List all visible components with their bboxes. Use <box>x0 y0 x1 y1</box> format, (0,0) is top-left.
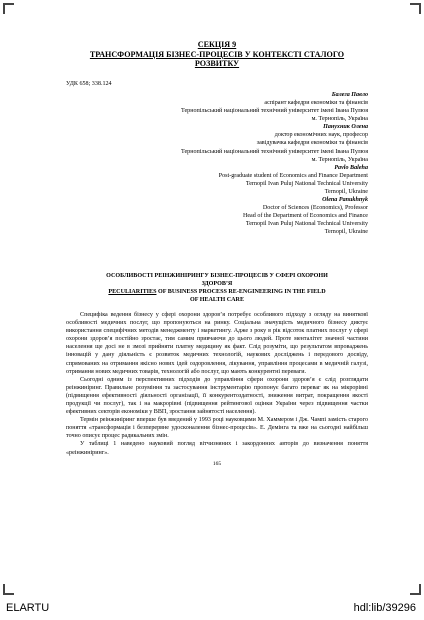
author-line: Doctor of Sciences (Economics), Professor <box>262 205 368 212</box>
author-name: Olena Panukhnyk <box>322 197 368 204</box>
paper-title-en-rest: OF BUSINESS PROCESS RE-ENGINEERING IN THE FIELD <box>156 288 326 295</box>
author-line: доктор економічних наук, професор <box>274 132 368 139</box>
viewer-footer <box>0 599 424 620</box>
corner-mark-top-left <box>3 3 14 14</box>
paragraph: Сьогодні одним із перспективних підходів до управління сфери охорони здоров’я є слід розглядати реінжиніринг. Правильне розуміння та застосування інструментарію пропонує багато переваг як на мікрорівні (підвищення ефективності діяльності організації, її конкурентоздатності, зниження витрат, покращення якості продукції чи послуг), так і на макрорівні (підвищення рейтингової оцінки України через підвищення частки ефективних секторів економіки у ВВП, зростання зайнятості населення). <box>66 376 368 416</box>
paragraph: У таблиці 1 наведено науковий погляд вітчизняних і закордонних авторів до визначення поняття «реінжиніринг». <box>66 441 368 456</box>
author-line: завідувачка кафедри економіки та фінансів <box>256 140 368 147</box>
author-line: аспірант кафедри економіки та фінансів <box>264 99 368 106</box>
author-line: м. Тернопіль, Україна <box>311 116 368 123</box>
author-line: Тернопільський національний технічний університет імені Івана Пулюя <box>180 108 368 115</box>
paper-title-ua-line2: ЗДОРОВ’Я <box>201 280 233 287</box>
section-title-line2: РОЗВИТКУ <box>194 59 240 69</box>
paper-title-en-line2: OF HEALTH CARE <box>189 296 245 303</box>
author-0 <box>66 91 368 123</box>
footer-handle-link[interactable]: hdl:lib/39296 <box>353 602 416 614</box>
author-line: Тернопільський національний технічний університет імені Івана Пулюя <box>180 148 368 155</box>
paper-title <box>66 272 368 304</box>
authors-block <box>66 91 368 237</box>
author-line: Ternopil Ivan Puluj National Technical University <box>245 221 368 228</box>
paragraph: Термін реінжиніринг вперше був введений у 1993 році науковцями М. Хаммером і Дж. Чампі замість старого поняття «трансформація і безперервне удосконалення бізнес-процесів». Е. Демінга та вже на сьогодні найбільш точно описує процес радикальних змін. <box>66 417 368 440</box>
footer-repository-label: ELARTU <box>6 602 50 614</box>
author-line: Ternopil, Ukraine <box>324 229 368 236</box>
author-name: Панухник Олена <box>323 124 368 131</box>
page-number: 165 <box>212 460 222 467</box>
paragraph: Специфіка ведення бізнесу у сфері охорони здоров’я потребує особливого підходу з огляду на винятковї особливості медичних послуг, що пропонуються на ринку. Соціальна значущість медичного бізнесу диктує використання специфічних методів менеджменту і маркетингу. Адже з року в рік відсоток платних послуг у сфері охорони здоров’я постійно зростає, тим самим привчаючи до цього людей. Проте менталітет значної частини населення ще досі не в змозі прийняти платну медицину як факт. Слід розуміти, що результатом впроваджень інновацій у дану діяльність є розвиток медичних технологій, наукових досліджень і передового досвіду, спрямованих на отримання якісно нових ідей оздоровлення, лікування, управління процесами в медичній галузі, отримання нових медичних товарів, технологій або послуг, що мають конкурентні переваги. <box>66 311 368 375</box>
corner-mark-bottom-left <box>3 584 14 595</box>
author-line: Ternopil Ivan Puluj National Technical University <box>245 180 368 187</box>
author-line: м. Тернопіль, Україна <box>311 156 368 163</box>
body-text <box>66 311 368 457</box>
udk-code: УДК 658; 338.124 <box>66 80 112 87</box>
section-title-line1: ТРАНСФОРМАЦІЯ БІЗНЕС-ПРОЦЕСІВ У КОНТЕКСТІ СТАЛОГО <box>89 49 345 59</box>
author-name: Балега Павло <box>331 91 368 98</box>
author-line: Head of the Department of Economics and Finance <box>242 213 368 220</box>
paper-title-en-keyword: PECULIARITIES <box>108 288 157 295</box>
corner-mark-top-right <box>410 3 421 14</box>
author-1 <box>66 123 368 163</box>
paper-title-en-line1 <box>66 288 368 296</box>
author-2 <box>66 164 368 196</box>
section-number: СЕКЦІЯ 9 <box>197 40 237 49</box>
corner-mark-bottom-right <box>410 584 421 595</box>
author-name: Pavlo Baleha <box>334 164 368 171</box>
author-line: Ternopil, Ukraine <box>324 189 368 195</box>
paper-title-ua-line1: ОСОБЛИВОСТІ РЕІНЖИНІРИНГУ БІЗНЕС-ПРОЦЕСІВ У СФЕРІ ОХОРОНИ <box>106 272 328 279</box>
section-heading <box>66 40 368 69</box>
author-3 <box>66 196 368 236</box>
author-line: Post-graduate student of Economics and Finance Department <box>218 172 368 179</box>
document-page <box>66 40 368 468</box>
